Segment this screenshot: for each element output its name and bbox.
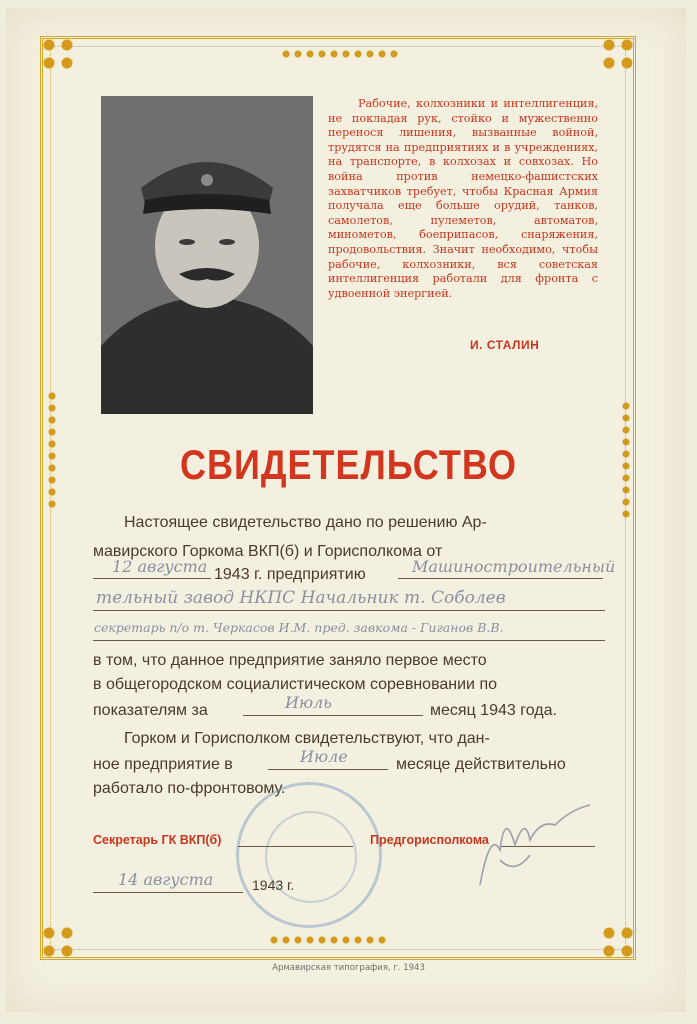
date-fill-line	[93, 578, 211, 579]
quote-author: И. СТАЛИН	[470, 338, 540, 352]
body-line-1: Настоящее свидетельство дано по решению Ар-	[124, 514, 487, 531]
secretary-label: Секретарь ГК ВКП(б)	[93, 833, 222, 847]
handwritten-month-2: Июле	[300, 747, 348, 766]
sign-year: 1943 г.	[252, 877, 295, 893]
month-fill-line-1	[243, 715, 423, 716]
body-line-3-year: 1943 г. предприятию	[214, 566, 366, 583]
body-line-4: в том, что данное предприятие заняло первое место	[93, 652, 487, 669]
official-stamp	[236, 782, 382, 928]
chairman-label: Предгорисполкома	[370, 833, 489, 847]
handwritten-sign-date: 14 августа	[118, 870, 214, 889]
handwritten-month-1: Июль	[285, 693, 332, 712]
corner-ornament-bottom-left	[40, 924, 76, 960]
body-line-6-start: показателям за	[93, 702, 208, 719]
body-line-7: Горком и Горисполком свидетельствуют, что дан-	[124, 730, 490, 747]
secretary-sign-line	[238, 846, 353, 847]
corner-ornament-bottom-right	[600, 924, 636, 960]
body-line-5: в общегородском социалистическом соревновании по	[93, 676, 497, 693]
enterprise-fill-line-3	[93, 640, 605, 641]
body-line-9: работало по-фронтовому.	[93, 780, 286, 797]
body-line-8-start: ное предприятие в	[93, 756, 233, 773]
sign-date-line	[93, 892, 243, 893]
certificate-title: СВИДЕТЕЛЬСТВО	[180, 440, 517, 488]
month-fill-line-2	[268, 769, 388, 770]
body-line-6-end: месяц 1943 года.	[430, 702, 557, 719]
handwritten-enterprise-3: секретарь п/о т. Черкасов И.М. пред. завкома - Гиганов В.В.	[94, 620, 504, 635]
stalin-quote: Рабочие, колхозники и интеллигенция, не покладая рук, стойко и мужественно перенося лишения, вызванные войной, трудятся на предприятиях и в учреждениях, на транспорте, в колхозах и совхозах. Но война против немецко-фашистских захватчиков требует, чтобы Красная Армия получала еще больше орудий, танков, самолетов, пулеметов, автоматов, минометов, боеприпасов, снаряжения, продовольствия. Значит необходимо, чтобы рабочие, колхозники, вся советская интеллигенция работали для фронта с удвоенной энергией.	[328, 97, 598, 300]
handwritten-enterprise-2: тельный завод НКПС Начальник т. Соболев	[96, 588, 506, 608]
ornament-top-center	[280, 48, 400, 60]
ornament-bottom-center	[268, 934, 388, 946]
corner-ornament-top-right	[600, 36, 636, 72]
portrait-illustration	[101, 96, 313, 414]
corner-ornament-top-left	[40, 36, 76, 72]
handwritten-signature	[470, 790, 600, 900]
body-line-8-end: месяце действительно	[396, 756, 566, 773]
printer-imprint: Армавирская типография, г. 1943	[272, 963, 425, 973]
enterprise-fill-line-1	[398, 578, 603, 579]
body-line-2: мавирского Горкома ВКП(б) и Горисполкома от	[93, 543, 443, 560]
portrait-photo	[101, 96, 313, 414]
handwritten-date: 12 августа	[112, 557, 208, 576]
handwritten-enterprise-1: Машиностроительный	[412, 557, 616, 576]
enterprise-fill-line-2	[93, 610, 605, 611]
